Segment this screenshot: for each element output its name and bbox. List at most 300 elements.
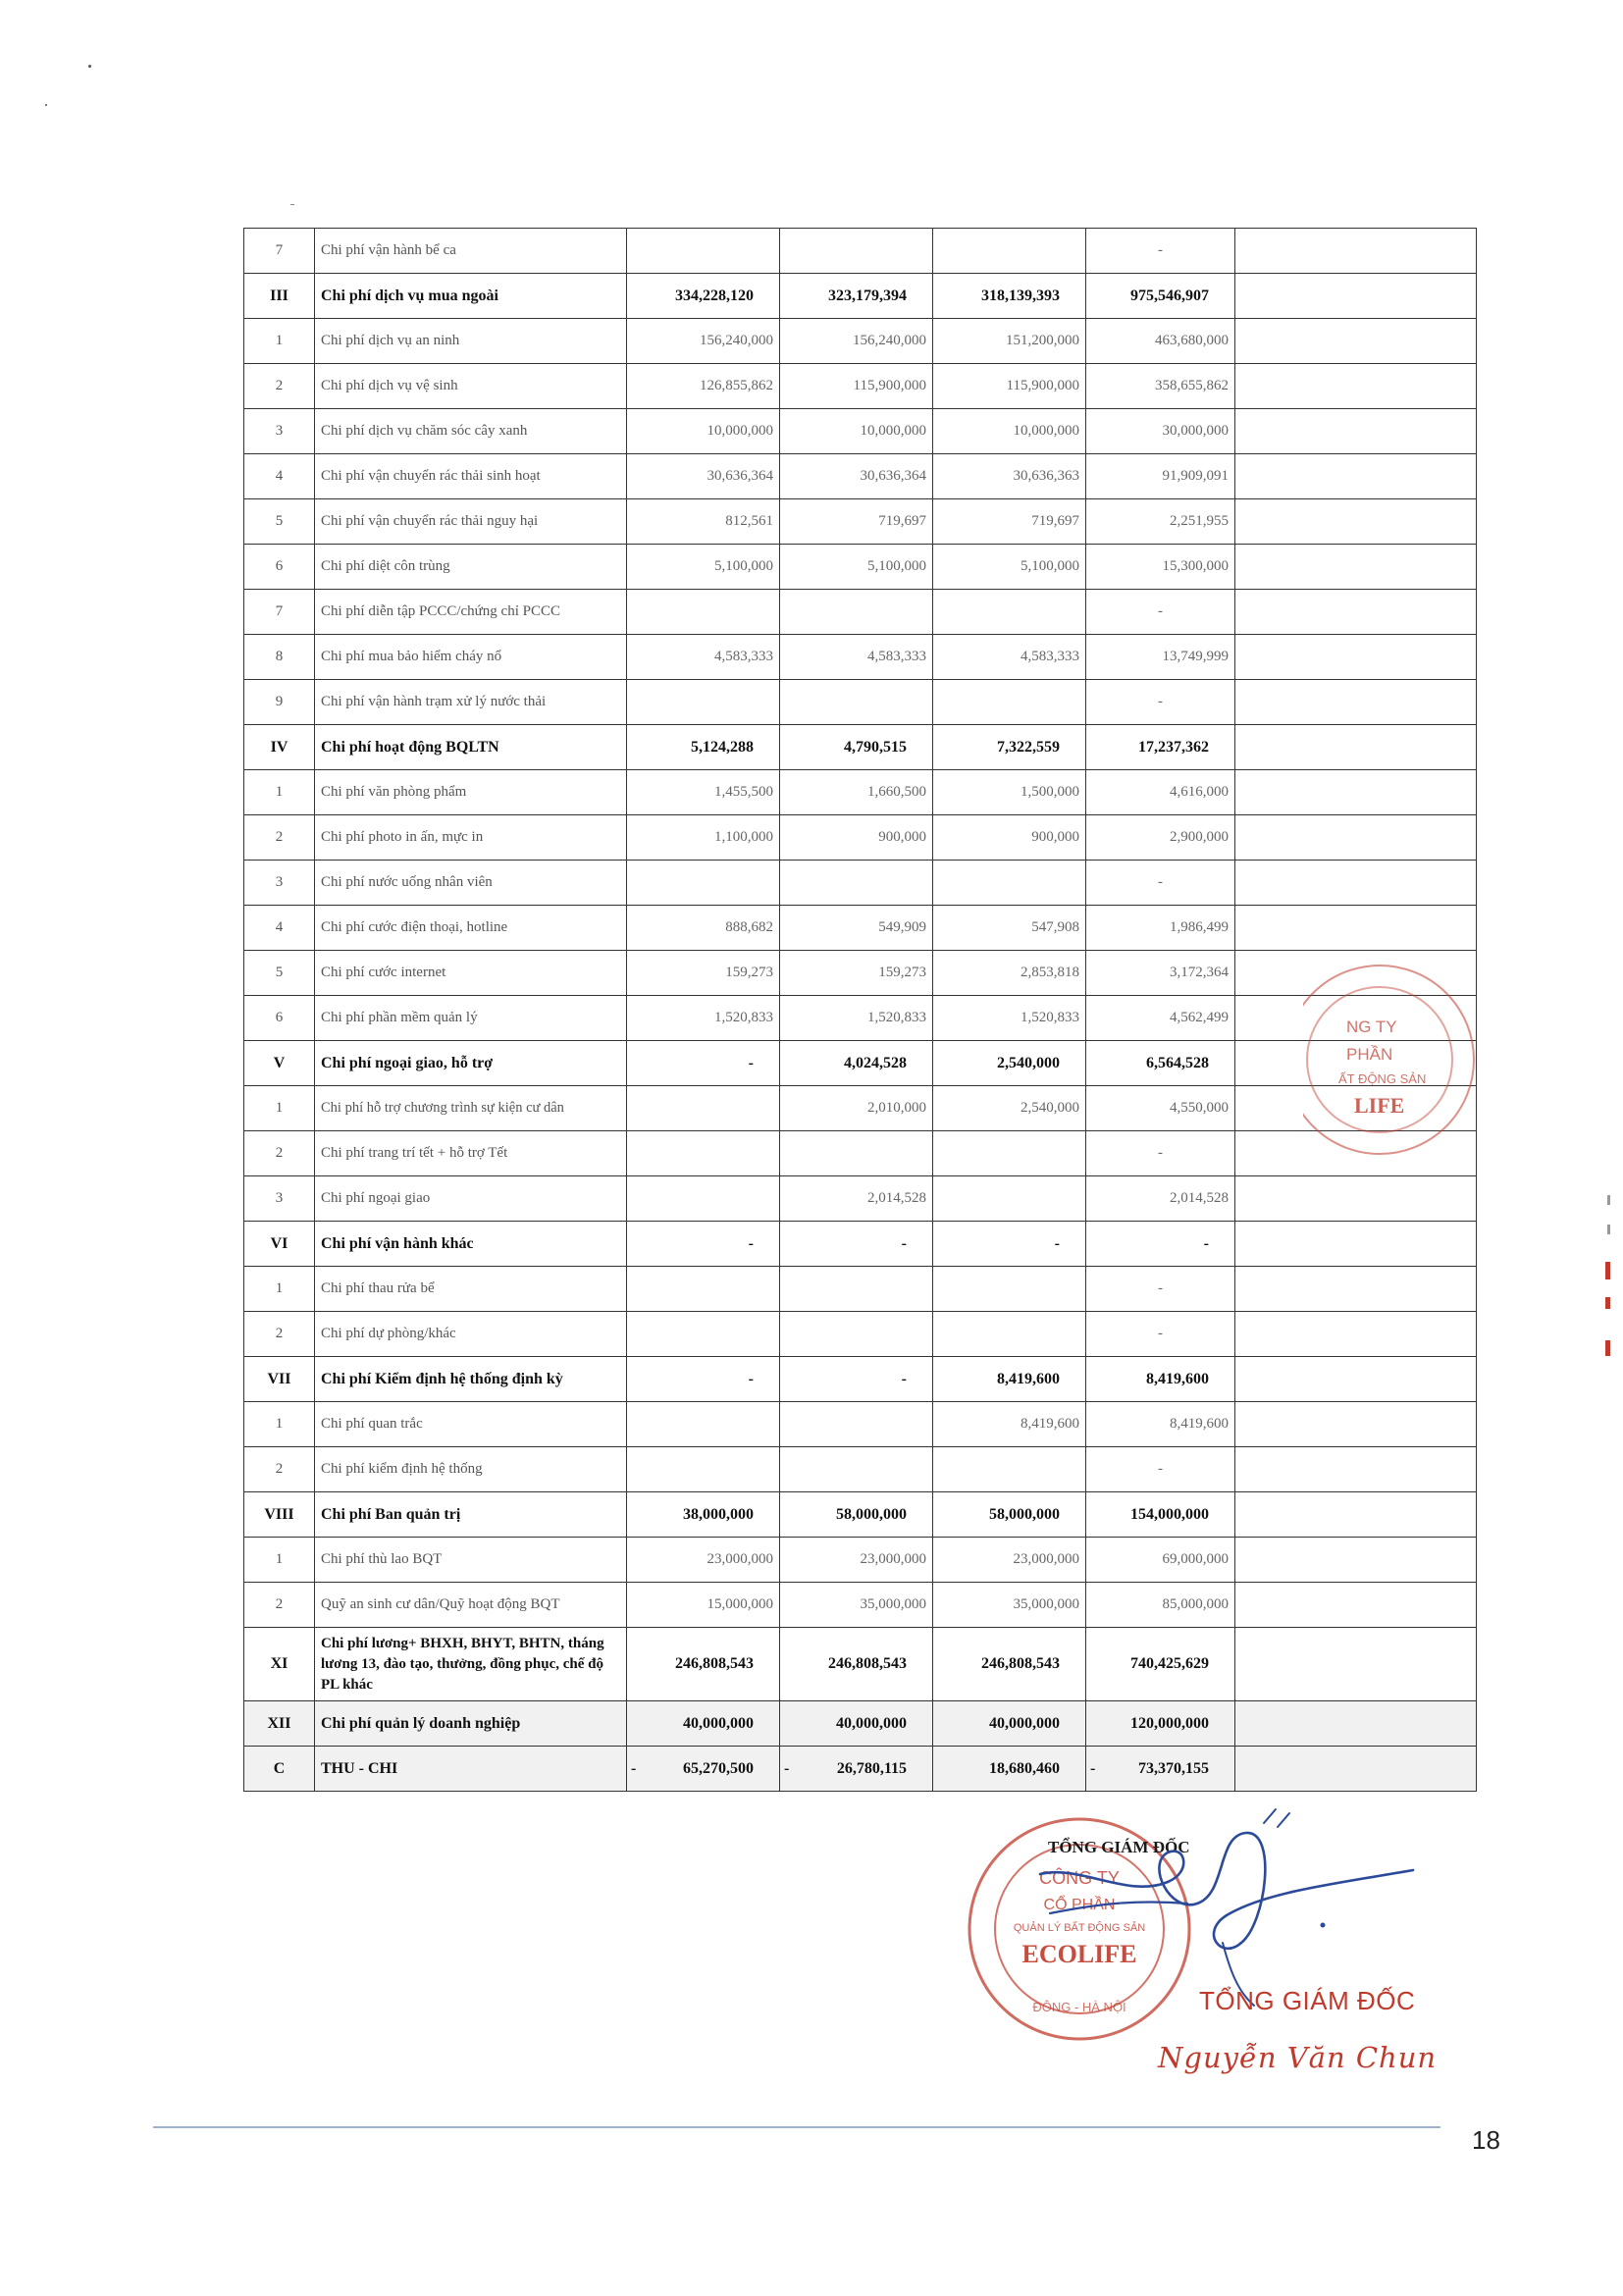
row-number-cell: 2 [244, 1131, 315, 1176]
amount-cell: 318,139,393 [933, 274, 1086, 319]
amount-cell: 900,000 [780, 815, 933, 861]
amount-cell [933, 590, 1086, 635]
table-row [244, 906, 1477, 951]
table-row [244, 229, 1477, 274]
total-cell: - [1086, 1312, 1235, 1357]
table-section-row [244, 1747, 1477, 1792]
row-name-cell: Chi phí thau rửa bể [315, 1267, 627, 1312]
row-name-cell: Chi phí vận hành khác [315, 1222, 627, 1267]
signature-stroke [1040, 1833, 1413, 1949]
budget-table-body [244, 229, 1477, 1792]
amount-cell [933, 1267, 1086, 1312]
amount-cell: 1,520,833 [780, 996, 933, 1041]
table-row [244, 861, 1477, 906]
table-section-row [244, 1701, 1477, 1747]
table-section-row [244, 1492, 1477, 1538]
amount-cell [780, 1312, 933, 1357]
amount-cell: 18,680,460 [933, 1747, 1086, 1792]
empty-cell [1235, 1176, 1477, 1222]
table-section-row [244, 1222, 1477, 1267]
empty-cell [1235, 1583, 1477, 1628]
table-section-row [244, 1041, 1477, 1086]
row-number-cell: 2 [244, 1447, 315, 1492]
row-name-cell: Chi phí hoạt động BQLTN [315, 725, 627, 770]
amount-cell: 1,455,500 [627, 770, 780, 815]
amount-cell: 30,636,363 [933, 454, 1086, 499]
seal-text: CỔ PHẦN [1043, 1897, 1116, 1913]
amount-cell [780, 861, 933, 906]
amount-cell: 38,000,000 [627, 1492, 780, 1538]
empty-cell [1235, 1628, 1477, 1701]
amount-cell: 156,240,000 [627, 319, 780, 364]
table-row [244, 1086, 1477, 1131]
empty-cell [1235, 1312, 1477, 1357]
seal-text: QUẢN LÝ BẤT ĐỘNG SẢN [1013, 1922, 1146, 1934]
amount-cell [780, 229, 933, 274]
total-cell: - [1086, 1447, 1235, 1492]
row-name-cell: Chi phí hỗ trợ chương trình sự kiện cư dân [315, 1086, 627, 1131]
total-cell: - [1086, 1267, 1235, 1312]
total-cell: 154,000,000 [1086, 1492, 1235, 1538]
row-number-cell: 3 [244, 1176, 315, 1222]
total-cell: 8,419,600 [1086, 1357, 1235, 1402]
amount-cell: 5,100,000 [933, 545, 1086, 590]
red-edge-mark [1605, 1297, 1610, 1309]
table-row [244, 1312, 1477, 1357]
row-name-cell: Chi phí quản lý doanh nghiệp [315, 1701, 627, 1747]
amount-cell: 8,419,600 [933, 1357, 1086, 1402]
total-cell: 3,172,364 [1086, 951, 1235, 996]
signer-name: Nguyễn Văn Chun [1158, 2041, 1438, 2074]
total-cell: - [1086, 590, 1235, 635]
amount-cell: 156,240,000 [780, 319, 933, 364]
row-number-cell: 2 [244, 1312, 315, 1357]
amount-cell [627, 1176, 780, 1222]
seal-text: CÔNG TY [1039, 1868, 1120, 1888]
row-number-cell: 1 [244, 1538, 315, 1583]
signature-heading: TỔNG GIÁM ĐỐC [1048, 1838, 1190, 1856]
amount-cell: 900,000 [933, 815, 1086, 861]
amount-cell [780, 680, 933, 725]
row-name-cell: Chi phí kiểm định hệ thống [315, 1447, 627, 1492]
stamp-text: LIFE [1354, 1093, 1405, 1118]
amount-cell: 1,660,500 [780, 770, 933, 815]
sign-prefix: - [784, 1759, 790, 1777]
row-name-cell: Chi phí diễn tập PCCC/chứng chỉ PCCC [315, 590, 627, 635]
amount-cell: 58,000,000 [780, 1492, 933, 1538]
amount-cell: 35,000,000 [933, 1583, 1086, 1628]
empty-cell [1235, 1747, 1477, 1792]
row-number-cell: III [244, 274, 315, 319]
table-row [244, 454, 1477, 499]
amount-cell: 323,179,394 [780, 274, 933, 319]
empty-cell [1235, 1402, 1477, 1447]
amount-cell: 126,855,862 [627, 364, 780, 409]
row-name-cell: Quỹ an sinh cư dân/Quỹ hoạt động BQT [315, 1583, 627, 1628]
row-number-cell: 6 [244, 996, 315, 1041]
total-cell [1086, 1747, 1235, 1792]
amount-cell: 1,500,000 [933, 770, 1086, 815]
table-row [244, 364, 1477, 409]
total-cell: 30,000,000 [1086, 409, 1235, 454]
total-cell: 120,000,000 [1086, 1701, 1235, 1747]
table-section-row [244, 1628, 1477, 1701]
total-cell: - [1086, 1222, 1235, 1267]
total-cell: 2,251,955 [1086, 499, 1235, 545]
scan-mark [1607, 1225, 1610, 1234]
amount-cell: - [627, 1222, 780, 1267]
amount-cell: 2,014,528 [780, 1176, 933, 1222]
amount-cell: 812,561 [627, 499, 780, 545]
amount-cell: 23,000,000 [933, 1538, 1086, 1583]
amount-cell: 40,000,000 [627, 1701, 780, 1747]
empty-cell [1235, 680, 1477, 725]
amount-cell: 1,520,833 [627, 996, 780, 1041]
amount-cell: - [780, 1222, 933, 1267]
amount-cell [933, 1176, 1086, 1222]
amount-cell [627, 1086, 780, 1131]
stamp-text: ẤT ĐỘNG SẢN [1338, 1071, 1427, 1086]
amount-cell: 151,200,000 [933, 319, 1086, 364]
row-number-cell: 4 [244, 454, 315, 499]
empty-cell [1235, 1222, 1477, 1267]
amount-cell: 30,636,364 [627, 454, 780, 499]
amount-cell [627, 590, 780, 635]
total-cell: 8,419,600 [1086, 1402, 1235, 1447]
row-name-cell: THU - CHI [315, 1747, 627, 1792]
signature-stroke [1050, 1902, 1187, 1913]
row-name-cell: Chi phí vận hành bể ca [315, 229, 627, 274]
row-number-cell: XII [244, 1701, 315, 1747]
row-name-cell: Chi phí photo in ấn, mực in [315, 815, 627, 861]
amount-cell [933, 1312, 1086, 1357]
amount-cell: 246,808,543 [933, 1628, 1086, 1701]
amount-cell: 547,908 [933, 906, 1086, 951]
empty-cell [1235, 1492, 1477, 1538]
amount-cell [933, 861, 1086, 906]
amount-cell [933, 1447, 1086, 1492]
amount-cell [627, 1747, 780, 1792]
row-number-cell: 2 [244, 364, 315, 409]
amount-cell: - [780, 1357, 933, 1402]
amount-cell: 35,000,000 [780, 1583, 933, 1628]
total-cell: 2,900,000 [1086, 815, 1235, 861]
table-row [244, 635, 1477, 680]
row-number-cell: 1 [244, 1402, 315, 1447]
empty-cell [1235, 364, 1477, 409]
row-number-cell: 3 [244, 409, 315, 454]
amount-cell: 10,000,000 [627, 409, 780, 454]
amount-cell: 2,540,000 [933, 1086, 1086, 1131]
table-row [244, 319, 1477, 364]
total-cell: 6,564,528 [1086, 1041, 1235, 1086]
amount-cell: 4,583,333 [780, 635, 933, 680]
table-row [244, 1583, 1477, 1628]
total-cell: 975,546,907 [1086, 274, 1235, 319]
row-name-cell: Chi phí cước internet [315, 951, 627, 996]
amount-cell: 159,273 [780, 951, 933, 996]
amount-cell [627, 861, 780, 906]
amount-cell: 2,540,000 [933, 1041, 1086, 1086]
amount-cell: 115,900,000 [780, 364, 933, 409]
empty-cell [1235, 545, 1477, 590]
table-row [244, 1447, 1477, 1492]
row-name-cell: Chi phí Kiểm định hệ thống định kỳ [315, 1357, 627, 1402]
row-number-cell: 1 [244, 1267, 315, 1312]
amount-cell: 40,000,000 [780, 1701, 933, 1747]
seal-ring-text: ĐÔNG - HÀ NỘI [1032, 2000, 1126, 2014]
row-name-cell: Chi phí dịch vụ vệ sinh [315, 364, 627, 409]
empty-cell [1235, 815, 1477, 861]
row-number-cell: 1 [244, 319, 315, 364]
empty-cell [1235, 454, 1477, 499]
row-name-cell: Chi phí lương+ BHXH, BHYT, BHTN, tháng lương 13, đào tạo, thưởng, đồng phục, chế độ PL khác [315, 1628, 627, 1701]
budget-table [243, 228, 1477, 1792]
total-cell: - [1086, 1131, 1235, 1176]
empty-cell [1235, 861, 1477, 906]
amount-cell: 4,024,528 [780, 1041, 933, 1086]
signature-stroke [1264, 1809, 1289, 1827]
amount-cell: 7,322,559 [933, 725, 1086, 770]
amount-cell [780, 1747, 933, 1792]
amount-cell [627, 1267, 780, 1312]
amount-cell [780, 1447, 933, 1492]
amount-cell [933, 680, 1086, 725]
table-row [244, 1131, 1477, 1176]
row-name-cell: Chi phí quan trắc [315, 1402, 627, 1447]
amount-cell: 8,419,600 [933, 1402, 1086, 1447]
amount-value: 73,370,155 [1138, 1759, 1209, 1777]
empty-cell [1235, 1447, 1477, 1492]
amount-cell: 1,520,833 [933, 996, 1086, 1041]
total-cell: - [1086, 680, 1235, 725]
table-section-row [244, 725, 1477, 770]
row-name-cell: Chi phí Ban quản trị [315, 1492, 627, 1538]
amount-cell [627, 680, 780, 725]
empty-cell [1235, 1538, 1477, 1583]
empty-cell [1235, 499, 1477, 545]
empty-cell [1235, 409, 1477, 454]
amount-cell [780, 1131, 933, 1176]
row-name-cell: Chi phí phần mềm quản lý [315, 996, 627, 1041]
total-cell: 463,680,000 [1086, 319, 1235, 364]
empty-cell [1235, 770, 1477, 815]
scan-mark [1607, 1195, 1610, 1205]
empty-cell [1235, 590, 1477, 635]
empty-cell [1235, 274, 1477, 319]
amount-cell [627, 1131, 780, 1176]
total-cell: 1,986,499 [1086, 906, 1235, 951]
row-number-cell: 1 [244, 1086, 315, 1131]
amount-cell [627, 1402, 780, 1447]
amount-cell: 4,583,333 [933, 635, 1086, 680]
row-number-cell: 5 [244, 499, 315, 545]
signature-dot [1321, 1923, 1326, 1928]
total-cell: 91,909,091 [1086, 454, 1235, 499]
amount-cell: - [627, 1357, 780, 1402]
row-name-cell: Chi phí văn phòng phẩm [315, 770, 627, 815]
amount-cell [627, 229, 780, 274]
amount-cell: 719,697 [780, 499, 933, 545]
row-number-cell: 9 [244, 680, 315, 725]
row-name-cell: Chi phí mua bảo hiểm cháy nổ [315, 635, 627, 680]
empty-cell [1235, 229, 1477, 274]
row-number-cell: XI [244, 1628, 315, 1701]
table-row [244, 951, 1477, 996]
amount-cell: 115,900,000 [933, 364, 1086, 409]
amount-cell [933, 1131, 1086, 1176]
total-cell: - [1086, 861, 1235, 906]
empty-cell [1235, 635, 1477, 680]
sign-prefix: - [631, 1759, 637, 1777]
table-row [244, 996, 1477, 1041]
row-number-cell: 8 [244, 635, 315, 680]
amount-cell: 549,909 [780, 906, 933, 951]
amount-cell [933, 229, 1086, 274]
table-row [244, 590, 1477, 635]
stamp-text: PHẦN [1346, 1045, 1393, 1064]
signer-title: TỔNG GIÁM ĐỐC [1199, 1986, 1416, 2015]
row-number-cell: V [244, 1041, 315, 1086]
total-cell: - [1086, 229, 1235, 274]
amount-cell: 4,583,333 [627, 635, 780, 680]
row-number-cell: VIII [244, 1492, 315, 1538]
row-number-cell: C [244, 1747, 315, 1792]
row-name-cell: Chi phí nước uống nhân viên [315, 861, 627, 906]
row-number-cell: 7 [244, 229, 315, 274]
row-number-cell: IV [244, 725, 315, 770]
amount-cell: - [627, 1041, 780, 1086]
row-name-cell: Chi phí vận chuyển rác thải sinh hoạt [315, 454, 627, 499]
scan-mark [290, 204, 294, 205]
amount-cell: 23,000,000 [627, 1538, 780, 1583]
empty-cell [1235, 1357, 1477, 1402]
row-number-cell: 6 [244, 545, 315, 590]
amount-value: 65,270,500 [683, 1759, 754, 1777]
table-row [244, 815, 1477, 861]
empty-cell [1235, 1267, 1477, 1312]
amount-cell: 5,100,000 [780, 545, 933, 590]
table-section-row [244, 1357, 1477, 1402]
row-number-cell: 5 [244, 951, 315, 996]
amount-cell: 5,100,000 [627, 545, 780, 590]
table-row [244, 1402, 1477, 1447]
empty-cell [1235, 906, 1477, 951]
total-cell: 4,562,499 [1086, 996, 1235, 1041]
row-number-cell: 2 [244, 815, 315, 861]
page-number: 18 [1472, 2125, 1500, 2155]
row-number-cell: 7 [244, 590, 315, 635]
amount-cell: 1,100,000 [627, 815, 780, 861]
row-number-cell: VII [244, 1357, 315, 1402]
amount-cell [780, 1402, 933, 1447]
amount-cell: 15,000,000 [627, 1583, 780, 1628]
company-stamp-partial [1303, 958, 1478, 1162]
table-section-row [244, 274, 1477, 319]
table-row [244, 680, 1477, 725]
amount-cell: - [933, 1222, 1086, 1267]
row-number-cell: 3 [244, 861, 315, 906]
amount-cell: 40,000,000 [933, 1701, 1086, 1747]
total-cell: 69,000,000 [1086, 1538, 1235, 1583]
row-name-cell: Chi phí thù lao BQT [315, 1538, 627, 1583]
amount-cell: 23,000,000 [780, 1538, 933, 1583]
table-row [244, 499, 1477, 545]
amount-value: 26,780,115 [836, 1759, 907, 1777]
table-row [244, 409, 1477, 454]
row-number-cell: VI [244, 1222, 315, 1267]
row-name-cell: Chi phí dịch vụ chăm sóc cây xanh [315, 409, 627, 454]
amount-cell: 10,000,000 [933, 409, 1086, 454]
table-row [244, 770, 1477, 815]
amount-cell: 2,010,000 [780, 1086, 933, 1131]
row-name-cell: Chi phí vận chuyển rác thải nguy hại [315, 499, 627, 545]
amount-cell [627, 1447, 780, 1492]
amount-cell [627, 1312, 780, 1357]
row-name-cell: Chi phí vận hành trạm xử lý nước thải [315, 680, 627, 725]
red-edge-mark [1605, 1262, 1610, 1279]
amount-cell: 2,853,818 [933, 951, 1086, 996]
amount-cell: 246,808,543 [627, 1628, 780, 1701]
total-cell: 17,237,362 [1086, 725, 1235, 770]
red-edge-mark [1605, 1340, 1610, 1356]
table-row [244, 545, 1477, 590]
row-name-cell: Chi phí dịch vụ mua ngoài [315, 274, 627, 319]
sign-prefix: - [1090, 1759, 1096, 1777]
total-cell: 15,300,000 [1086, 545, 1235, 590]
total-cell: 358,655,862 [1086, 364, 1235, 409]
row-number-cell: 4 [244, 906, 315, 951]
amount-cell: 58,000,000 [933, 1492, 1086, 1538]
table-row [244, 1176, 1477, 1222]
total-cell: 85,000,000 [1086, 1583, 1235, 1628]
row-name-cell: Chi phí cước điện thoại, hotline [315, 906, 627, 951]
total-cell: 740,425,629 [1086, 1628, 1235, 1701]
row-name-cell: Chi phí ngoại giao [315, 1176, 627, 1222]
row-name-cell: Chi phí ngoại giao, hỗ trợ [315, 1041, 627, 1086]
amount-cell [780, 1267, 933, 1312]
footer-divider [153, 2126, 1440, 2128]
row-name-cell: Chi phí trang trí tết + hỗ trợ Tết [315, 1131, 627, 1176]
amount-cell: 10,000,000 [780, 409, 933, 454]
row-name-cell: Chi phí diệt côn trùng [315, 545, 627, 590]
scan-speck [45, 104, 47, 106]
amount-cell: 30,636,364 [780, 454, 933, 499]
table-row [244, 1538, 1477, 1583]
total-cell: 4,550,000 [1086, 1086, 1235, 1131]
amount-cell: 5,124,288 [627, 725, 780, 770]
amount-cell: 719,697 [933, 499, 1086, 545]
empty-cell [1235, 319, 1477, 364]
amount-cell: 4,790,515 [780, 725, 933, 770]
total-cell: 2,014,528 [1086, 1176, 1235, 1222]
total-cell: 13,749,999 [1086, 635, 1235, 680]
table-row [244, 1267, 1477, 1312]
stamp-text: NG TY [1346, 1018, 1397, 1036]
row-name-cell: Chi phí dịch vụ an ninh [315, 319, 627, 364]
row-number-cell: 2 [244, 1583, 315, 1628]
amount-cell: 159,273 [627, 951, 780, 996]
seal-text: ECOLIFE [1021, 1940, 1137, 1968]
amount-cell [780, 590, 933, 635]
amount-cell: 334,228,120 [627, 274, 780, 319]
row-name-cell: Chi phí dự phòng/khác [315, 1312, 627, 1357]
amount-cell: 888,682 [627, 906, 780, 951]
amount-cell: 246,808,543 [780, 1628, 933, 1701]
row-number-cell: 1 [244, 770, 315, 815]
total-cell: 4,616,000 [1086, 770, 1235, 815]
scan-speck [88, 65, 91, 68]
